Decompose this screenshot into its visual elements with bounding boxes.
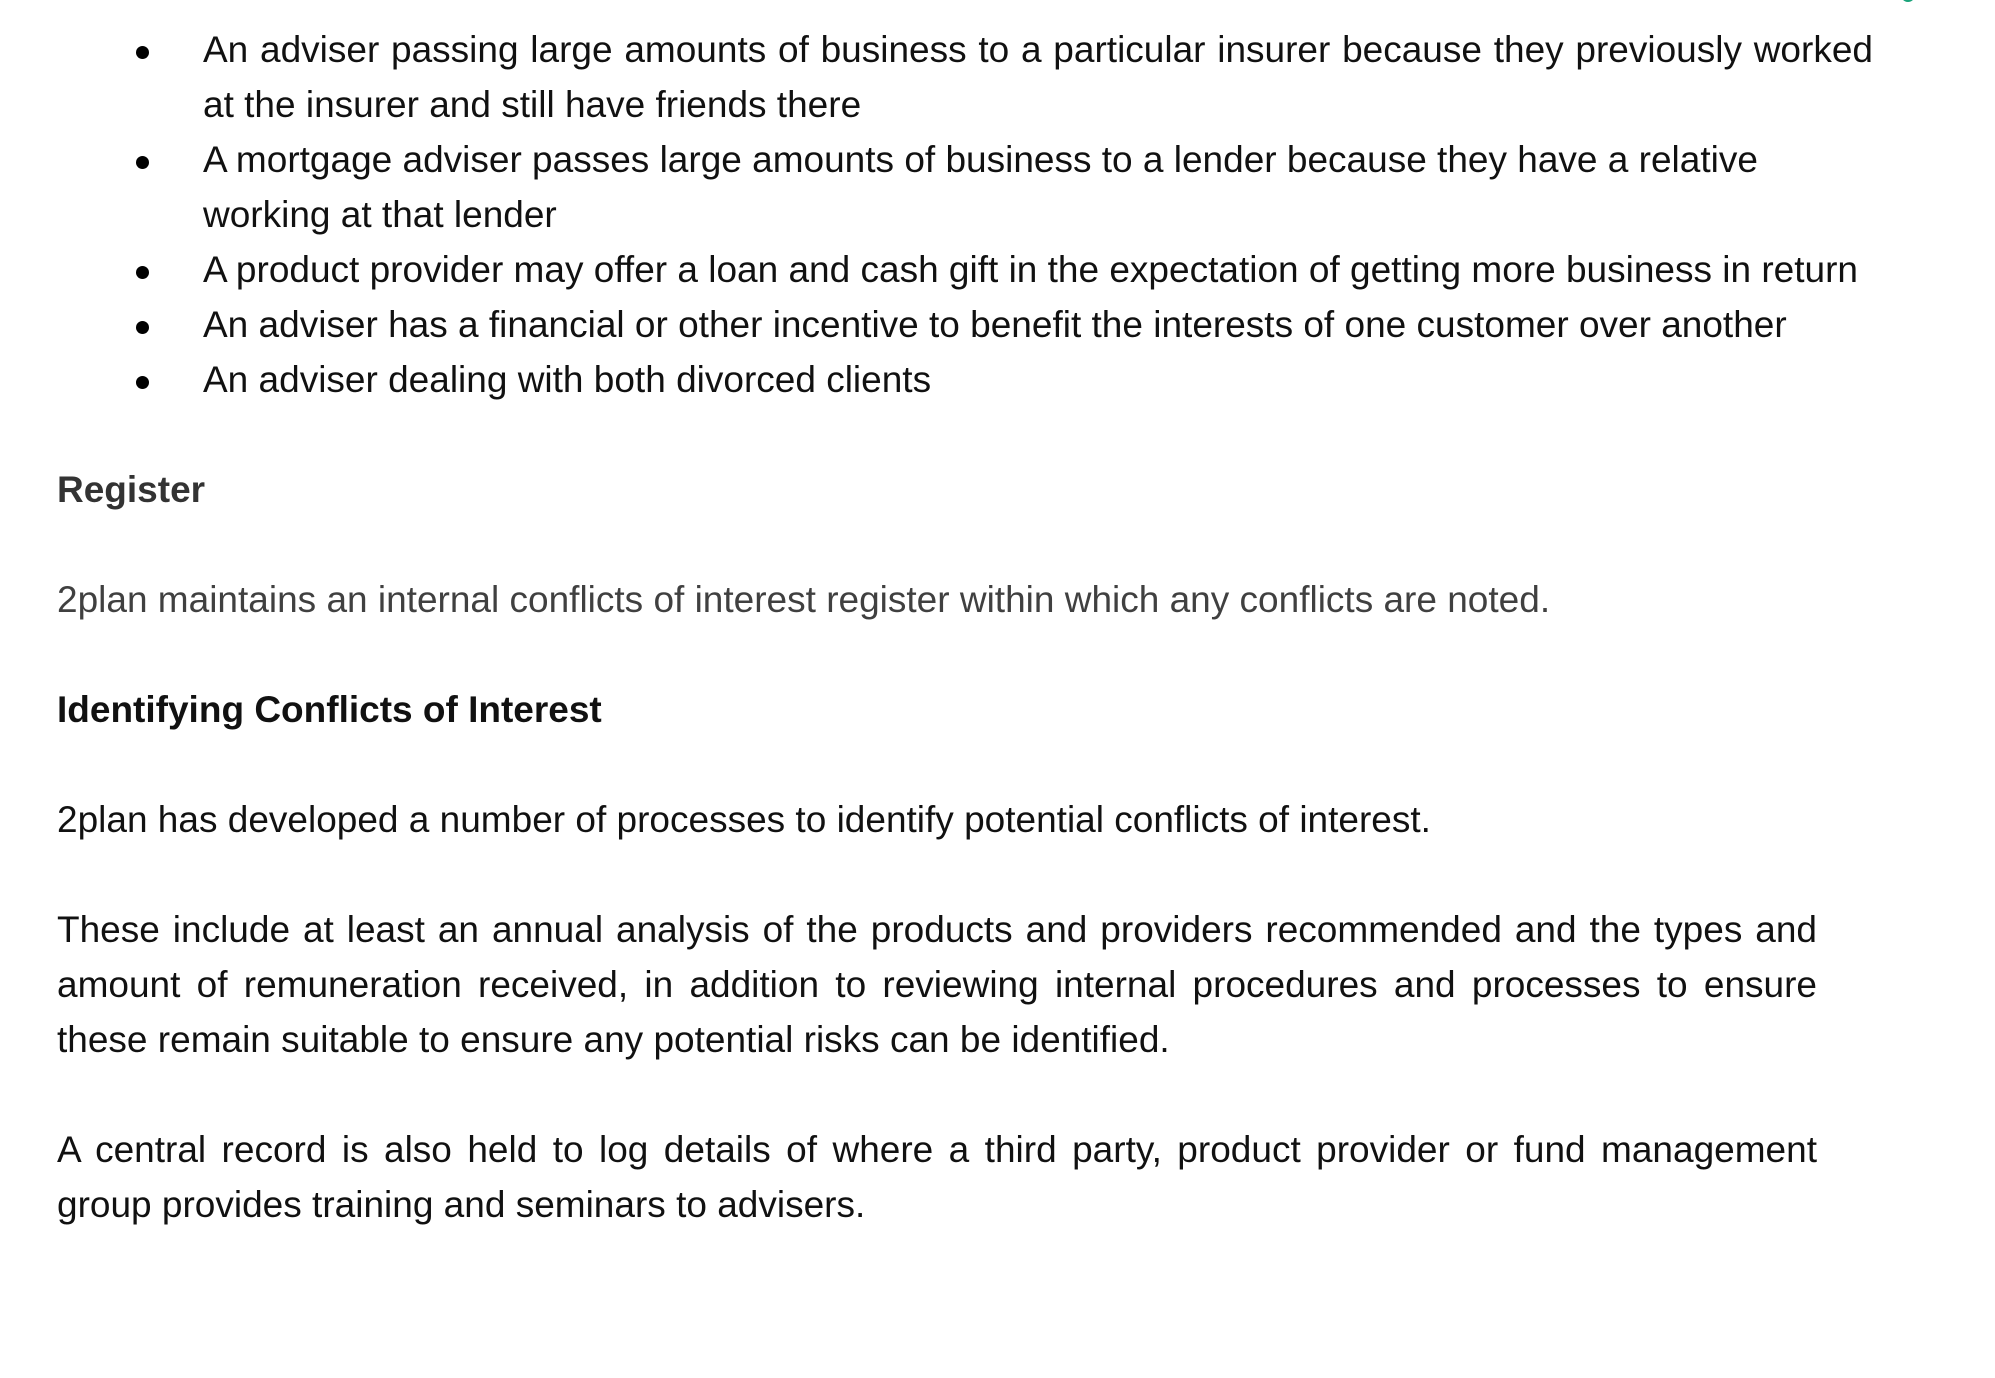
list-item <box>57 22 1873 132</box>
bullet-dot-icon <box>136 266 149 279</box>
document-page <box>57 22 1873 1232</box>
list-item <box>57 352 1873 407</box>
bullet-dot-icon <box>136 156 149 169</box>
list-item-text: An adviser has a financial or other incentive to benefit the interests of one customer over another <box>203 304 1787 345</box>
register-text: 2plan maintains an internal conflicts of interest register within which any conflicts are noted. <box>57 579 1551 620</box>
list-item-text: A mortgage adviser passes large amounts of business to a lender because they have a relative working at that lender <box>203 139 1758 235</box>
list-item <box>57 242 1873 297</box>
list-item-text: An adviser dealing with both divorced clients <box>203 359 932 400</box>
bullet-dot-icon <box>136 46 149 59</box>
list-item-text: A product provider may offer a loan and cash gift in the expectation of getting more business in return <box>203 249 1859 290</box>
list-item <box>57 297 1873 352</box>
identifying-conflicts-heading: Identifying Conflicts of Interest <box>57 689 602 730</box>
bullet-dot-icon <box>136 376 149 389</box>
page-corner-mark <box>1901 0 1915 2</box>
identifying-paragraph-2: These include at least an annual analysis of the products and providers recommended and the types and amount of remuneration received, in addition to reviewing internal procedures and processes to ensure these remain suitable to ensure any potential risks can be identified. <box>57 909 1817 1060</box>
identifying-paragraph-3: A central record is also held to log details of where a third party, product provider or fund management group provides training and seminars to advisers. <box>57 1129 1817 1225</box>
conflict-examples-list <box>57 22 1873 407</box>
list-item-text: An adviser passing large amounts of business to a particular insurer because they previously worked at the insurer and still have friends there <box>203 29 1873 125</box>
list-item <box>57 132 1873 242</box>
register-heading: Register <box>57 469 206 510</box>
bullet-dot-icon <box>136 321 149 334</box>
identifying-paragraph-1: 2plan has developed a number of processes to identify potential conflicts of interest. <box>57 799 1431 840</box>
